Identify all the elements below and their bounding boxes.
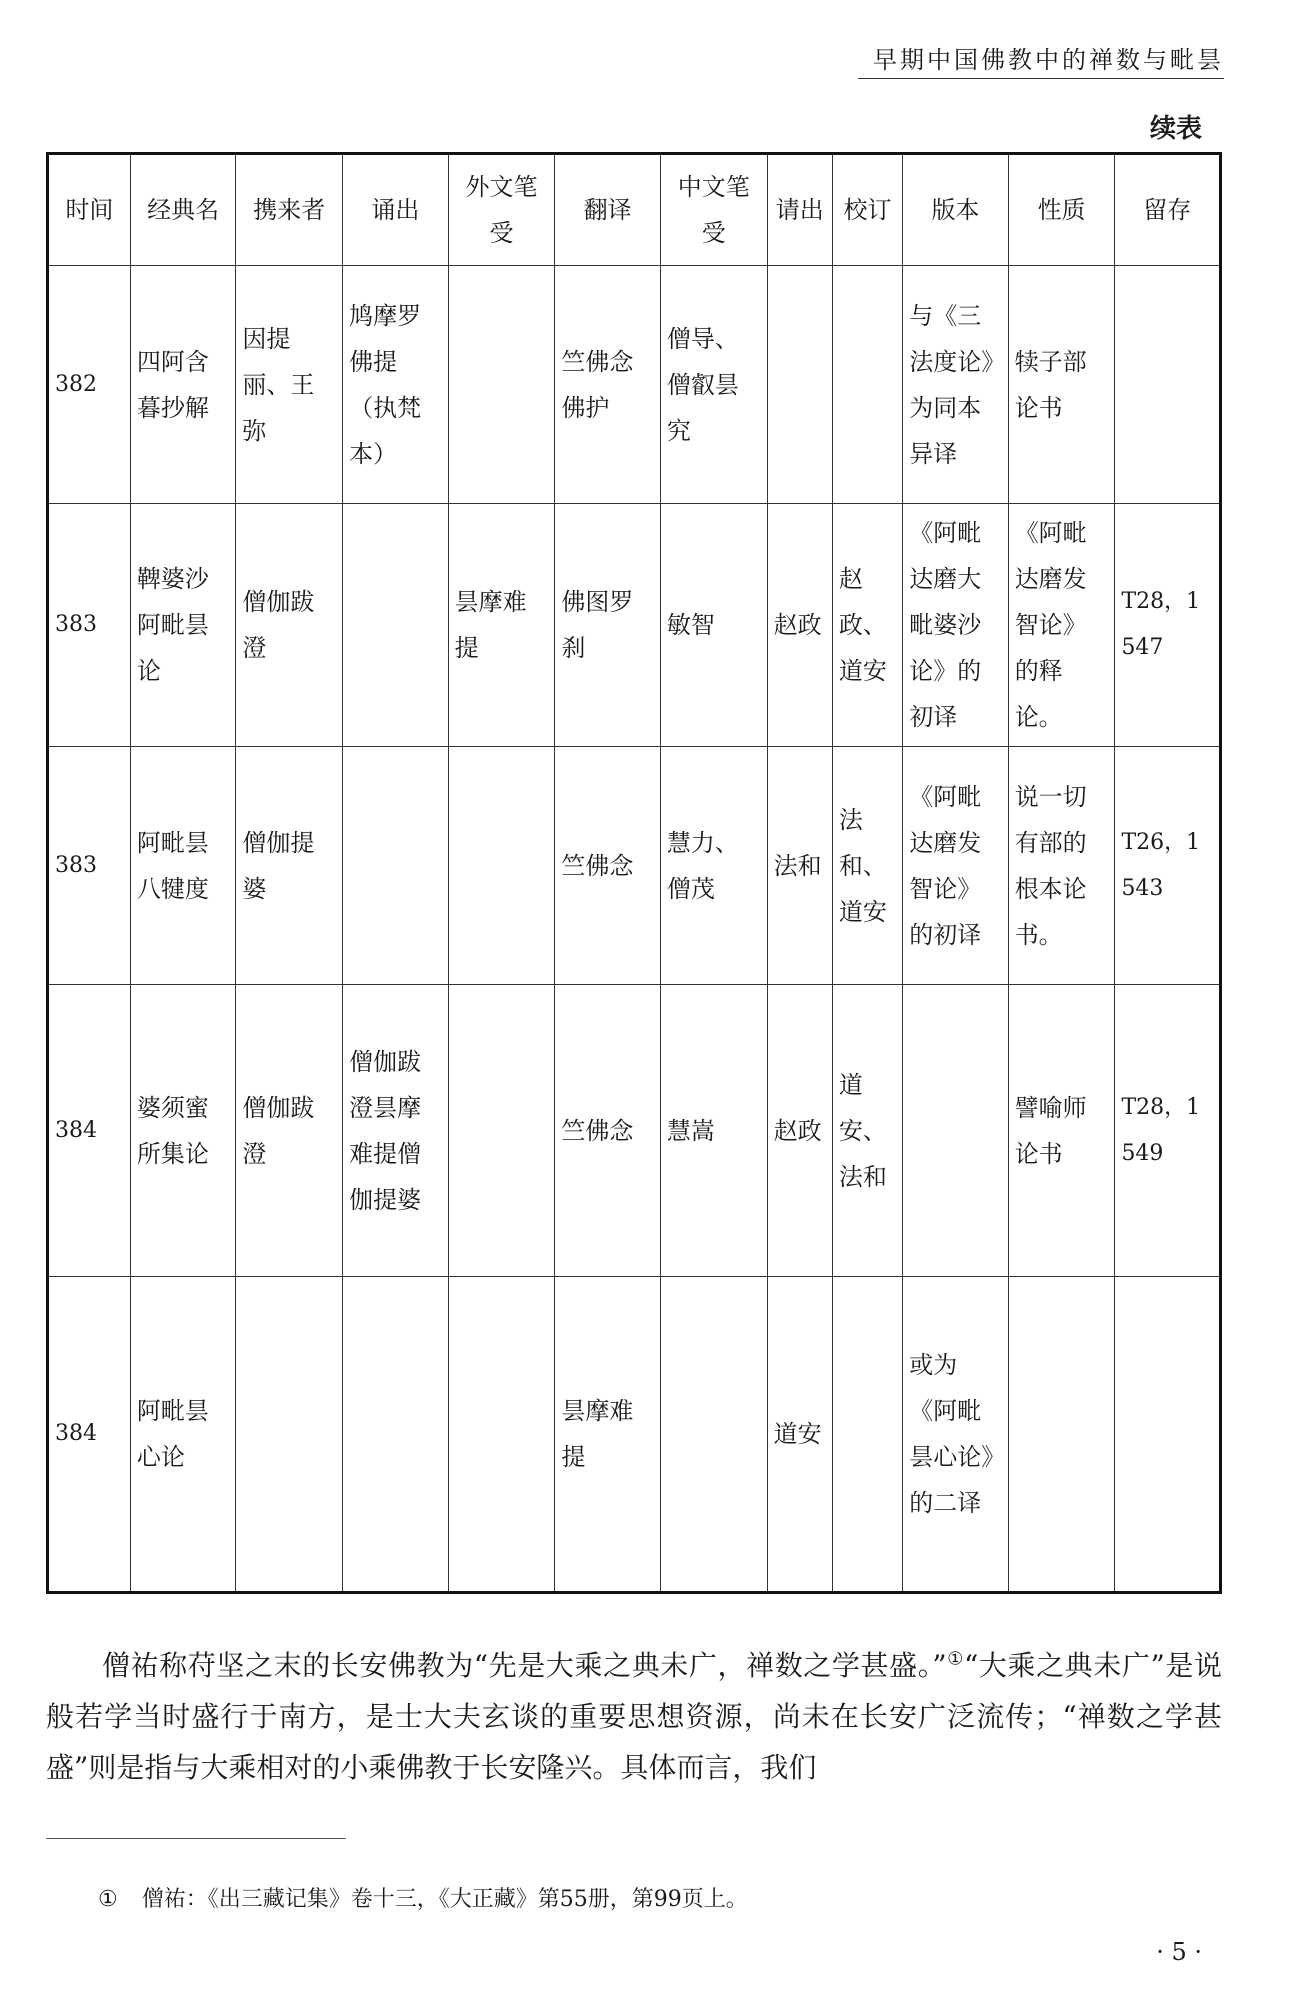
table-cell: 譬喻师论书 <box>1008 985 1115 1277</box>
table-cell <box>903 985 1008 1277</box>
table-cell: 僧导、僧叡昙究 <box>660 266 767 504</box>
table-cell: 僧伽跋澄 <box>236 504 343 747</box>
table-header-row <box>48 154 1221 266</box>
table-cell: 道安 <box>767 1277 832 1593</box>
table-cell: 昙摩难提 <box>555 1277 660 1593</box>
table-cell: 僧伽跋澄昙摩难提僧伽提婆 <box>343 985 448 1277</box>
table-cell: 婆须蜜所集论 <box>130 985 235 1277</box>
table-cell <box>448 747 555 985</box>
table-cell: 说一切有部的根本论书。 <box>1008 747 1115 985</box>
table-cell: T26，1543 <box>1115 747 1221 985</box>
header-cell: 中文笔受 <box>660 154 767 266</box>
translation-table <box>46 152 1222 1594</box>
table-cell <box>448 266 555 504</box>
header-cell: 外文笔受 <box>448 154 555 266</box>
footnote <box>98 1882 748 1913</box>
table-cell <box>767 266 832 504</box>
table-cell <box>448 1277 555 1593</box>
table-cell: 因提丽、王弥 <box>236 266 343 504</box>
header-rule <box>858 78 1224 79</box>
body-text-part2: “大乘之典未广”是说般若学当时盛行于南方，是士大夫玄谈的重要思想资源，尚未在长安广泛流传；“禅数之学甚盛”则是指与大乘相对的小乘佛教于长安隆兴。具体而言，我们 <box>46 1649 1222 1784</box>
table-row <box>48 985 1221 1277</box>
table-cell: T28，1549 <box>1115 985 1221 1277</box>
footnote-text: 僧祐：《出三藏记集》卷十三，《大正藏》第55册，第99页上。 <box>141 1887 748 1912</box>
table-cell <box>343 1277 448 1593</box>
table-cell: 382 <box>48 266 131 504</box>
table-cell: 与《三法度论》为同本异译 <box>903 266 1008 504</box>
header-cell: 时间 <box>48 154 131 266</box>
footnote-marker: ① <box>98 1887 118 1912</box>
table-cell <box>1115 1277 1221 1593</box>
table-cell: 383 <box>48 504 131 747</box>
table-cell: 犊子部论书 <box>1008 266 1115 504</box>
body-text-part1: 僧祐称苻坚之末的长安佛教为“先是大乘之典未广，禅数之学甚盛。” <box>102 1649 947 1682</box>
table-cell: 384 <box>48 1277 131 1593</box>
table-cell: 《阿毗达磨大毗婆沙论》的初译 <box>903 504 1008 747</box>
footnote-reference[interactable]: ① <box>946 1648 964 1670</box>
table-cell: 赵政 <box>767 504 832 747</box>
table-cell <box>1008 1277 1115 1593</box>
header-cell: 留存 <box>1115 154 1221 266</box>
table-cell: 384 <box>48 985 131 1277</box>
table-cell: 慧嵩 <box>660 985 767 1277</box>
table-cell: 僧伽提婆 <box>236 747 343 985</box>
table-cell: 鸠摩罗佛提（执梵本） <box>343 266 448 504</box>
table-row <box>48 504 1221 747</box>
table-cell: 僧伽跋澄 <box>236 985 343 1277</box>
table-cell <box>832 1277 902 1593</box>
header-cell: 经典名 <box>130 154 235 266</box>
header-cell: 携来者 <box>236 154 343 266</box>
table-cell <box>448 985 555 1277</box>
table-cell: 《阿毗达磨发智论》的释论。 <box>1008 504 1115 747</box>
table-cell: 竺佛念 <box>555 747 660 985</box>
table-cell: 法和、道安 <box>832 747 902 985</box>
page-number: · 5 · <box>1156 1938 1202 1966</box>
table-cell: 《阿毗达磨发智论》的初译 <box>903 747 1008 985</box>
header-cell: 翻译 <box>555 154 660 266</box>
table-cell <box>343 747 448 985</box>
table-cell: T28，1547 <box>1115 504 1221 747</box>
table-cell <box>1115 266 1221 504</box>
table-cell: 四阿含暮抄解 <box>130 266 235 504</box>
continued-table-label: 续表 <box>1149 114 1202 144</box>
table-cell: 赵政、道安 <box>832 504 902 747</box>
table-cell <box>343 504 448 747</box>
table-cell: 赵政 <box>767 985 832 1277</box>
table-cell: 道安、法和 <box>832 985 902 1277</box>
table-cell: 佛图罗刹 <box>555 504 660 747</box>
table-cell: 慧力、僧茂 <box>660 747 767 985</box>
header-cell: 版本 <box>903 154 1008 266</box>
body-paragraph <box>46 1640 1222 1793</box>
table-cell <box>236 1277 343 1593</box>
table-row <box>48 747 1221 985</box>
header-cell: 诵出 <box>343 154 448 266</box>
table-cell: 竺佛念佛护 <box>555 266 660 504</box>
header-cell: 请出 <box>767 154 832 266</box>
header-cell: 性质 <box>1008 154 1115 266</box>
table-cell: 鞞婆沙阿毗昙论 <box>130 504 235 747</box>
table-row <box>48 266 1221 504</box>
footnote-rule <box>46 1838 346 1839</box>
running-title: 早期中国佛教中的禅数与毗昙 <box>873 46 1224 74</box>
table-cell <box>660 1277 767 1593</box>
table-cell: 阿毗昙心论 <box>130 1277 235 1593</box>
table-row <box>48 1277 1221 1593</box>
table-cell: 或为《阿毗昙心论》的二译 <box>903 1277 1008 1593</box>
table-cell: 竺佛念 <box>555 985 660 1277</box>
table-cell: 敏智 <box>660 504 767 747</box>
table-cell: 383 <box>48 747 131 985</box>
table-cell: 阿毗昙八犍度 <box>130 747 235 985</box>
table-cell: 昙摩难提 <box>448 504 555 747</box>
table-cell <box>832 266 902 504</box>
header-cell: 校订 <box>832 154 902 266</box>
table-cell: 法和 <box>767 747 832 985</box>
